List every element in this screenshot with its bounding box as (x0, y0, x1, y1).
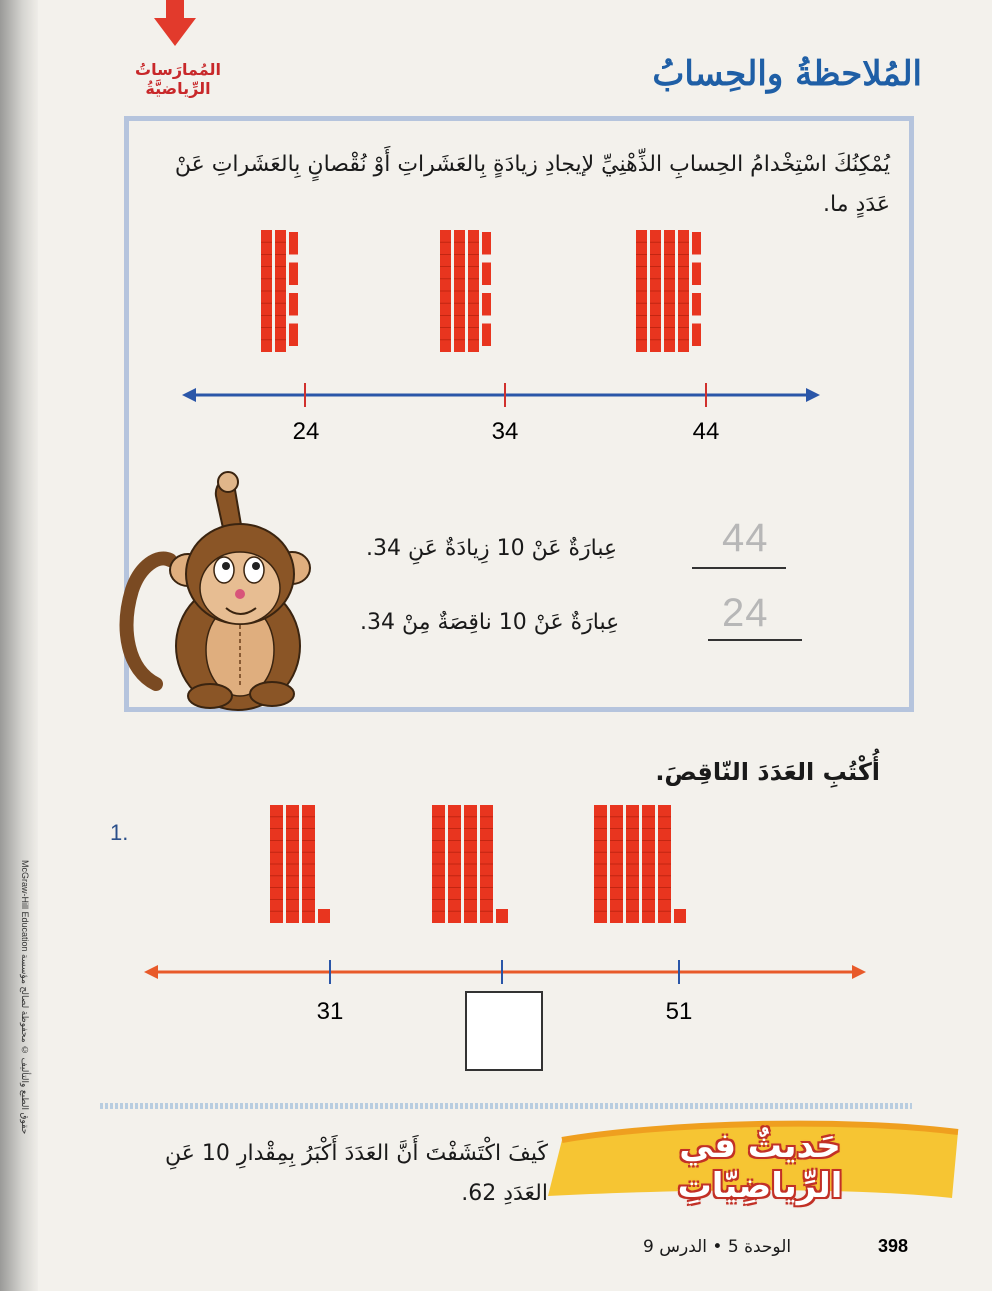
top-tick-label-44: 44 (692, 418, 720, 445)
practices-line-1: المُمارَساتُ (135, 60, 221, 79)
answer-2-traced: 24 (722, 591, 769, 635)
page-number: 398 (878, 1236, 909, 1256)
exercise-number: 1. (110, 820, 129, 845)
page-title: المُلاحظةُ والحِسابُ (652, 54, 922, 94)
talk-question: كَيفَ اكْتَشَفْتَ أَنَّ العَدَدَ أَكْبَرُ بِمِقْدارِ 10 عَنِ العَدَدِ 62. (165, 1141, 548, 1206)
sentence-more: عِبارَةٌ عَنْ 10 زِيادَةٌ عَنِ 34. (366, 536, 618, 561)
top-tick-label-34: 34 (491, 418, 519, 445)
top-tick-label-24: 24 (292, 418, 320, 445)
practices-line-2: الرِّياضيَّةُ (145, 79, 211, 98)
exercise-instruction: أُكْتُبِ العَدَدَ النّاقِصَ. (655, 758, 880, 786)
bottom-tick-label-51: 51 (665, 998, 693, 1025)
bottom-tick-label-31: 31 (316, 998, 344, 1025)
answer-1-traced: 44 (722, 516, 769, 560)
sentence-less: عِبارَةٌ عَنْ 10 ناقِصَةٌ مِنْ 34. (360, 610, 620, 635)
intro-text: يُمْكِنُكَ اسْتِخْدامُ الحِسابِ الذِّهْنِيِّ لإيجادِ زيادَةٍ بِالعَشَراتِ أَوْ نُقْصانٍ بِالعَشَراتِ عَنْ عَدَدٍ ما. (174, 152, 890, 217)
talk-title: حَديثٌ في الرِّياضِيّاتِ (677, 1126, 843, 1206)
unit-lesson: الوحدة 5 • الدرس 9 (643, 1237, 792, 1257)
side-credit: McGraw-Hill Education حقوق الطبع والتأليف © محفوظة لصالح مؤسسة (20, 860, 30, 1135)
